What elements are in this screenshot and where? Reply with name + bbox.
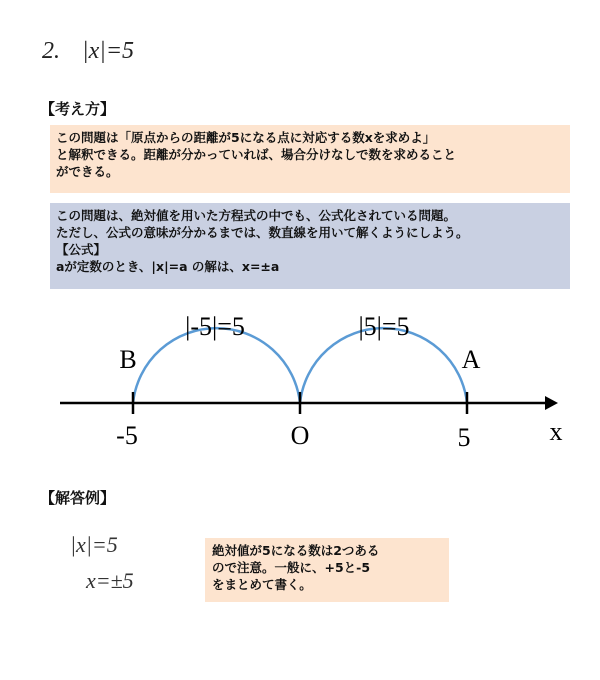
answer-note-line: をまとめて書く。 <box>212 577 312 592</box>
axis-arrow <box>545 396 558 410</box>
answer-note-box <box>205 538 449 602</box>
axis-x-label: x <box>549 417 563 446</box>
point-b-label: B <box>119 345 137 374</box>
section-approach-heading: 【考え方】 <box>40 100 116 118</box>
explanation-line: この問題は「原点からの距離が5になる点に対応する数xを求めよ」 <box>56 130 436 145</box>
explanation-box <box>50 125 570 193</box>
answer-note-line: 絶対値が5になる数は2つある <box>212 543 380 558</box>
formula-line: この問題は、絶対値を用いた方程式の中でも、公式化されている問題。 <box>56 208 457 223</box>
formula-line: ただし、公式の意味が分かるまでは、数直線を用いて解くようにしよう。 <box>56 225 469 240</box>
answer-line-1: |x|=5 <box>70 532 118 557</box>
number-line-diagram <box>0 300 600 470</box>
formula-statement: aが定数のとき、|x|=a の解は、x=±a <box>56 259 280 274</box>
problem-equation: |x|=5 <box>82 38 135 64</box>
section-answer-heading: 【解答例】 <box>40 489 116 507</box>
problem-number: 2. <box>42 38 60 64</box>
formula-box <box>50 203 570 289</box>
point-a-label: A <box>461 345 481 374</box>
arc-left-label: |-5|=5 <box>185 312 245 341</box>
formula-heading: 【公式】 <box>56 242 107 257</box>
explanation-line: ができる。 <box>56 164 119 179</box>
answer-note-line: ので注意。一般に、+5と-5 <box>212 560 371 575</box>
tick-left-label: -5 <box>116 421 138 450</box>
answer-line-2: x=±5 <box>86 568 134 593</box>
arc-right-label: |5|=5 <box>358 312 410 341</box>
tick-origin-label: O <box>290 421 310 450</box>
problem-title <box>42 38 134 65</box>
tick-right-label: 5 <box>457 423 471 452</box>
explanation-line: と解釈できる。距離が分かっていれば、場合分けなしで数を求めること <box>56 147 457 162</box>
